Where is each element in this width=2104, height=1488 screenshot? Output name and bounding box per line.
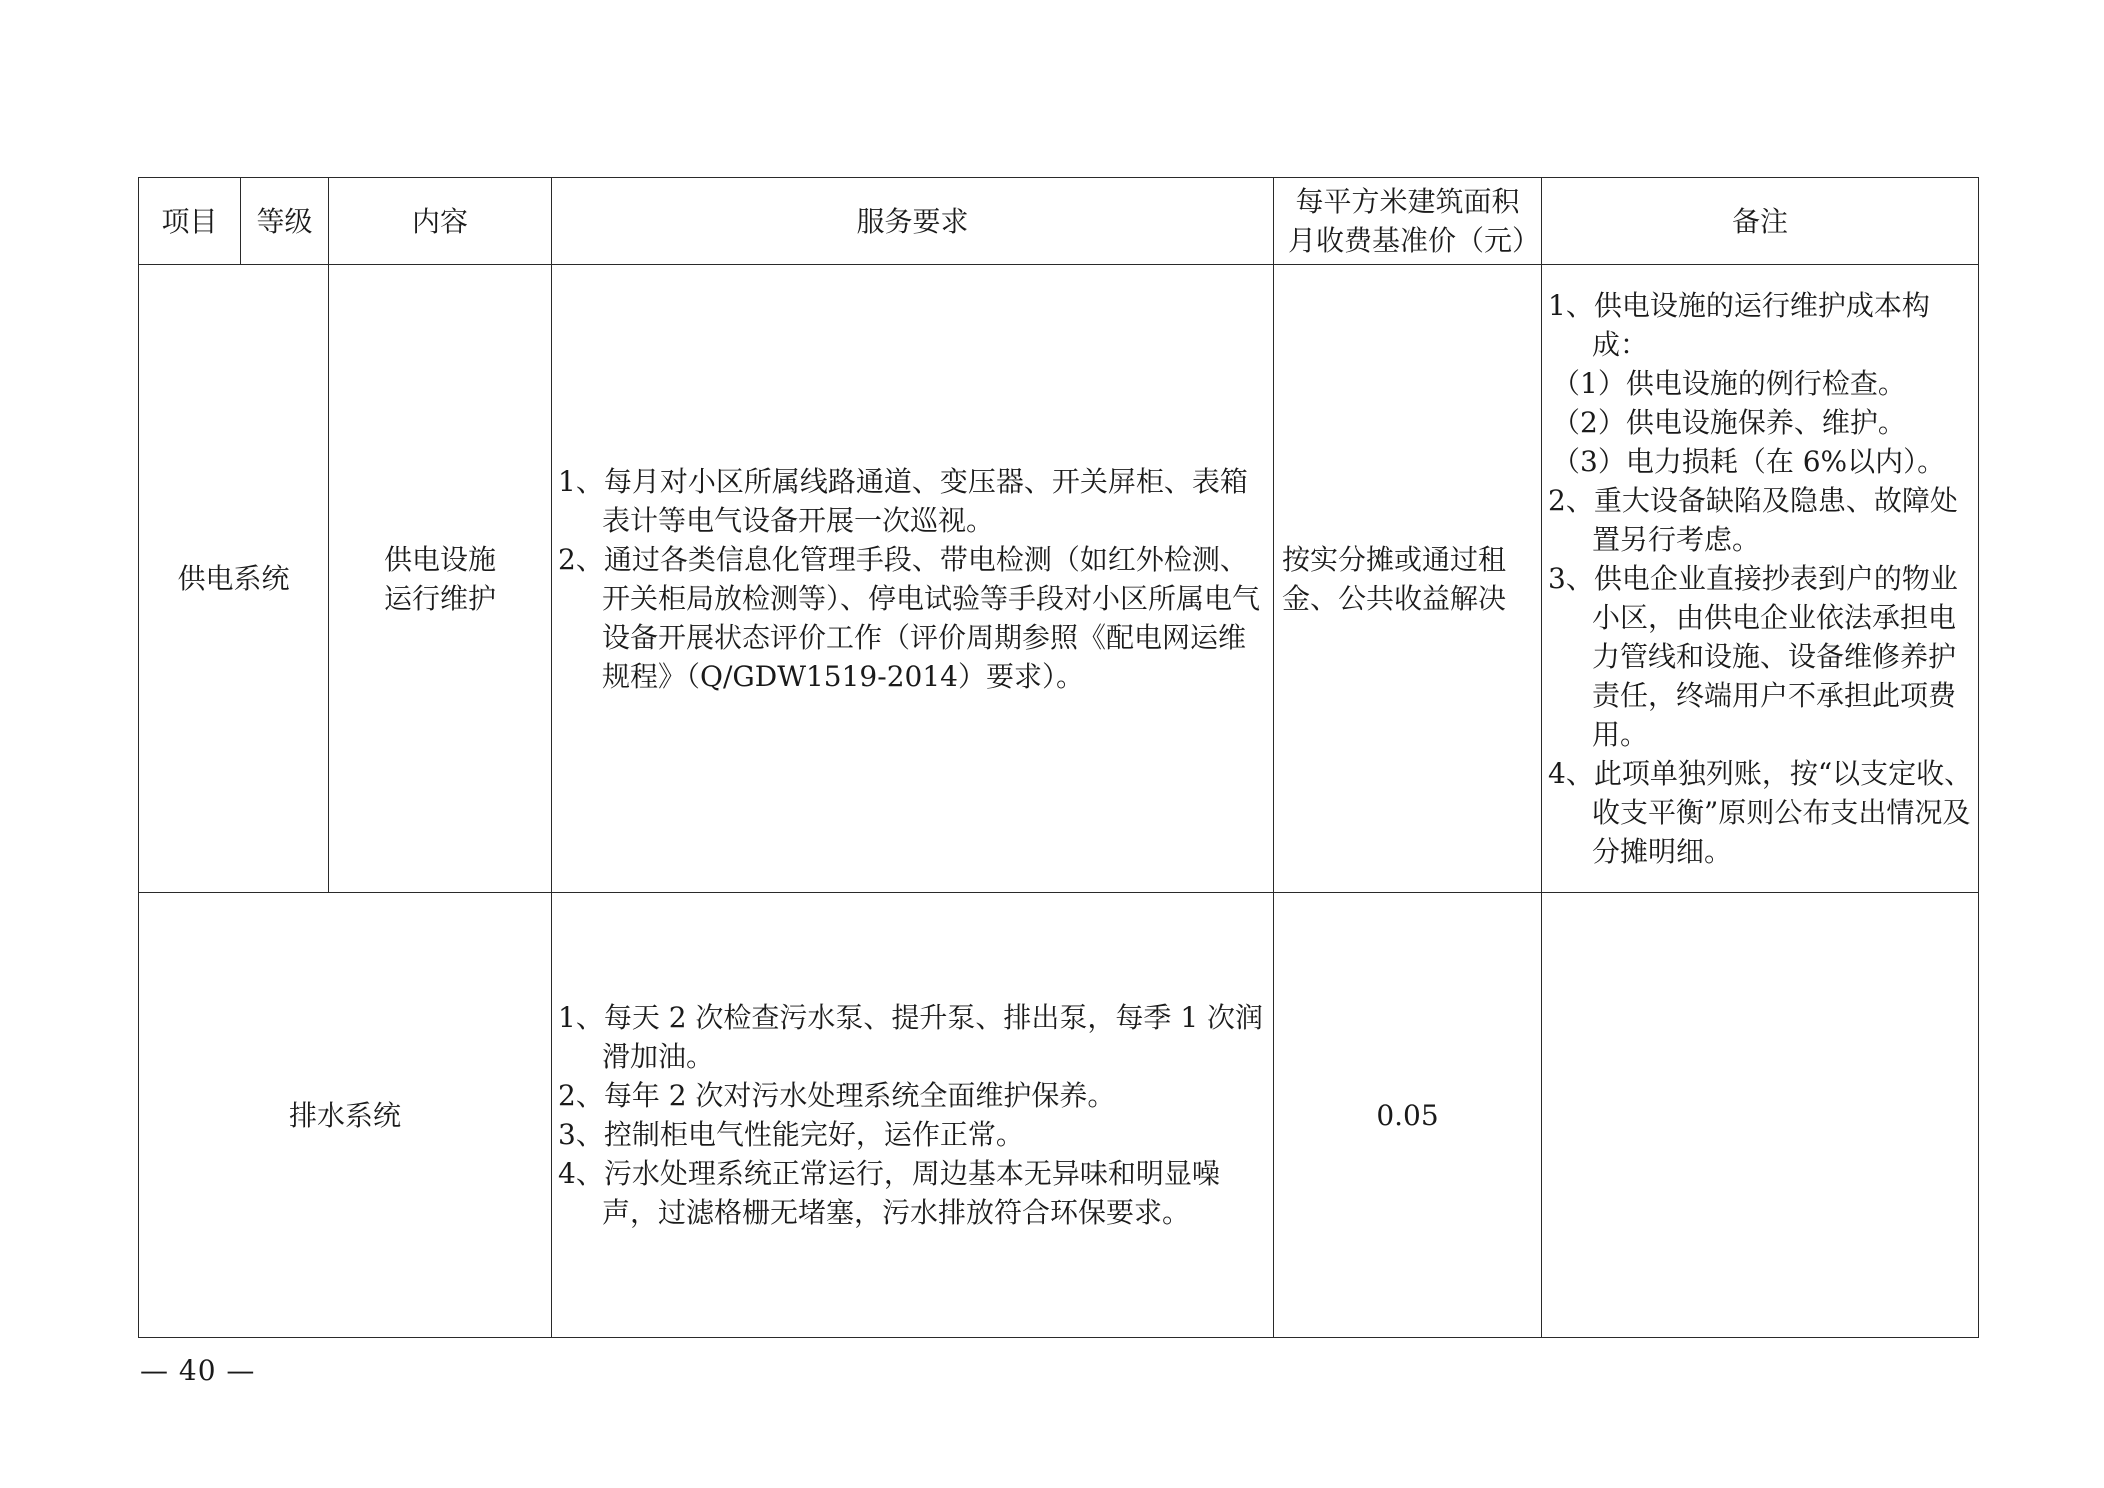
table-header-row — [139, 178, 1979, 265]
row-item-power: 供电系统 — [139, 265, 329, 893]
list-item: （1）供电设施的例行检查。 — [1552, 367, 1906, 400]
page-number: — 40 — — [140, 1354, 256, 1387]
list-item: 4、污水处理系统正常运行，周边基本无异味和明显噪声，过滤格栅无堵塞，污水排放符合环保要求。 — [558, 1157, 1220, 1229]
table-row — [139, 893, 1979, 1338]
list-item: 1、每天 2 次检查污水泵、提升泵、排出泵，每季 1 次润滑加油。 — [558, 1001, 1264, 1073]
requirements-list — [558, 462, 1267, 696]
row-price-drainage: 0.05 — [1274, 893, 1542, 1338]
header-requirements: 服务要求 — [552, 178, 1274, 265]
row-requirements-power — [552, 265, 1274, 893]
requirements-list — [558, 998, 1267, 1232]
row-remarks-drainage — [1542, 893, 1979, 1338]
list-item: （2）供电设施保养、维护。 — [1552, 406, 1906, 439]
list-item: 4、此项单独列账，按“以支定收、收支平衡”原则公布支出情况及分摊明细。 — [1548, 757, 1973, 868]
header-price: 每平方米建筑面积月收费基准价（元） — [1274, 178, 1542, 265]
header-level: 等级 — [241, 178, 329, 265]
header-remarks: 备注 — [1542, 178, 1979, 265]
row-item-drainage: 排水系统 — [139, 893, 552, 1338]
row-requirements-drainage — [552, 893, 1274, 1338]
content-text: 供电设施运行维护 — [383, 542, 496, 615]
list-item: 2、重大设备缺陷及隐患、故障处置另行考虑。 — [1548, 484, 1958, 556]
row-remarks-power — [1542, 265, 1979, 893]
row-price-power: 按实分摊或通过租金、公共收益解决 — [1274, 265, 1542, 893]
table-row — [139, 265, 1979, 893]
remarks-list — [1548, 286, 1974, 871]
list-item: 1、供电设施的运行维护成本构成： — [1548, 289, 1930, 361]
list-item: 2、通过各类信息化管理手段、带电检测（如红外检测、开关柜局放检测等）、停电试验等手段对小区所属电气设备开展状态评价工作（评价周期参照《配电网运维规程》（Q/GDW1519-2014）要求）。 — [558, 542, 1261, 693]
list-item: （3）电力损耗（在 6%以内）。 — [1552, 445, 1946, 478]
header-content: 内容 — [329, 178, 552, 265]
row-content-power — [329, 265, 552, 893]
header-item: 项目 — [139, 178, 241, 265]
service-fee-table — [138, 177, 1979, 1338]
list-item: 1、每月对小区所属线路通道、变压器、开关屏柜、表箱表计等电气设备开展一次巡视。 — [558, 464, 1248, 537]
list-item: 3、控制柜电气性能完好，运作正常。 — [558, 1118, 1024, 1151]
list-item: 3、供电企业直接抄表到户的物业小区，由供电企业依法承担电力管线和设施、设备维修养护责任，终端用户不承担此项费用。 — [1548, 562, 1958, 751]
list-item: 2、每年 2 次对污水处理系统全面维护保养。 — [558, 1079, 1116, 1112]
